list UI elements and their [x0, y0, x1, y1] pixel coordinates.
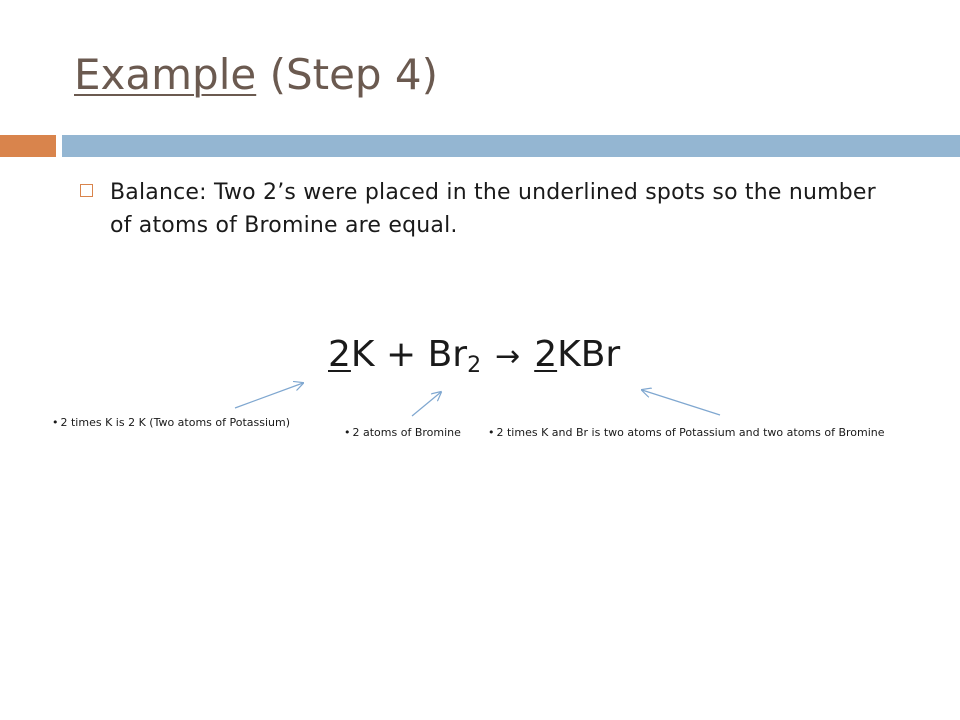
equation-product: KBr	[557, 334, 621, 375]
title-link[interactable]: Example	[74, 50, 257, 99]
equation-coefficient-1: 2	[328, 334, 351, 375]
arrow-to-coefficient-2	[642, 390, 720, 415]
equation-coefficient-2: 2	[534, 334, 558, 375]
equation-reactants: K + Br	[350, 334, 468, 375]
note-potassium-bromide: • 2 times K and Br is two atoms of Potassium and two atoms of Bromine	[488, 426, 885, 439]
title-step: (Step 4)	[256, 50, 439, 99]
note-bromine: • 2 atoms of Bromine	[344, 426, 461, 439]
arrow-to-subscript	[412, 392, 441, 416]
note-potassium: • 2 times K is 2 K (Two atoms of Potassium)	[52, 416, 291, 429]
equation-subscript: 2	[467, 353, 482, 378]
arrow-to-coefficient-1	[235, 383, 303, 408]
bullet-text: Balance: Two 2’s were placed in the underlined spots so the number of atoms of Bromine are equal.	[110, 180, 876, 238]
reaction-arrow-icon: →	[495, 339, 521, 374]
